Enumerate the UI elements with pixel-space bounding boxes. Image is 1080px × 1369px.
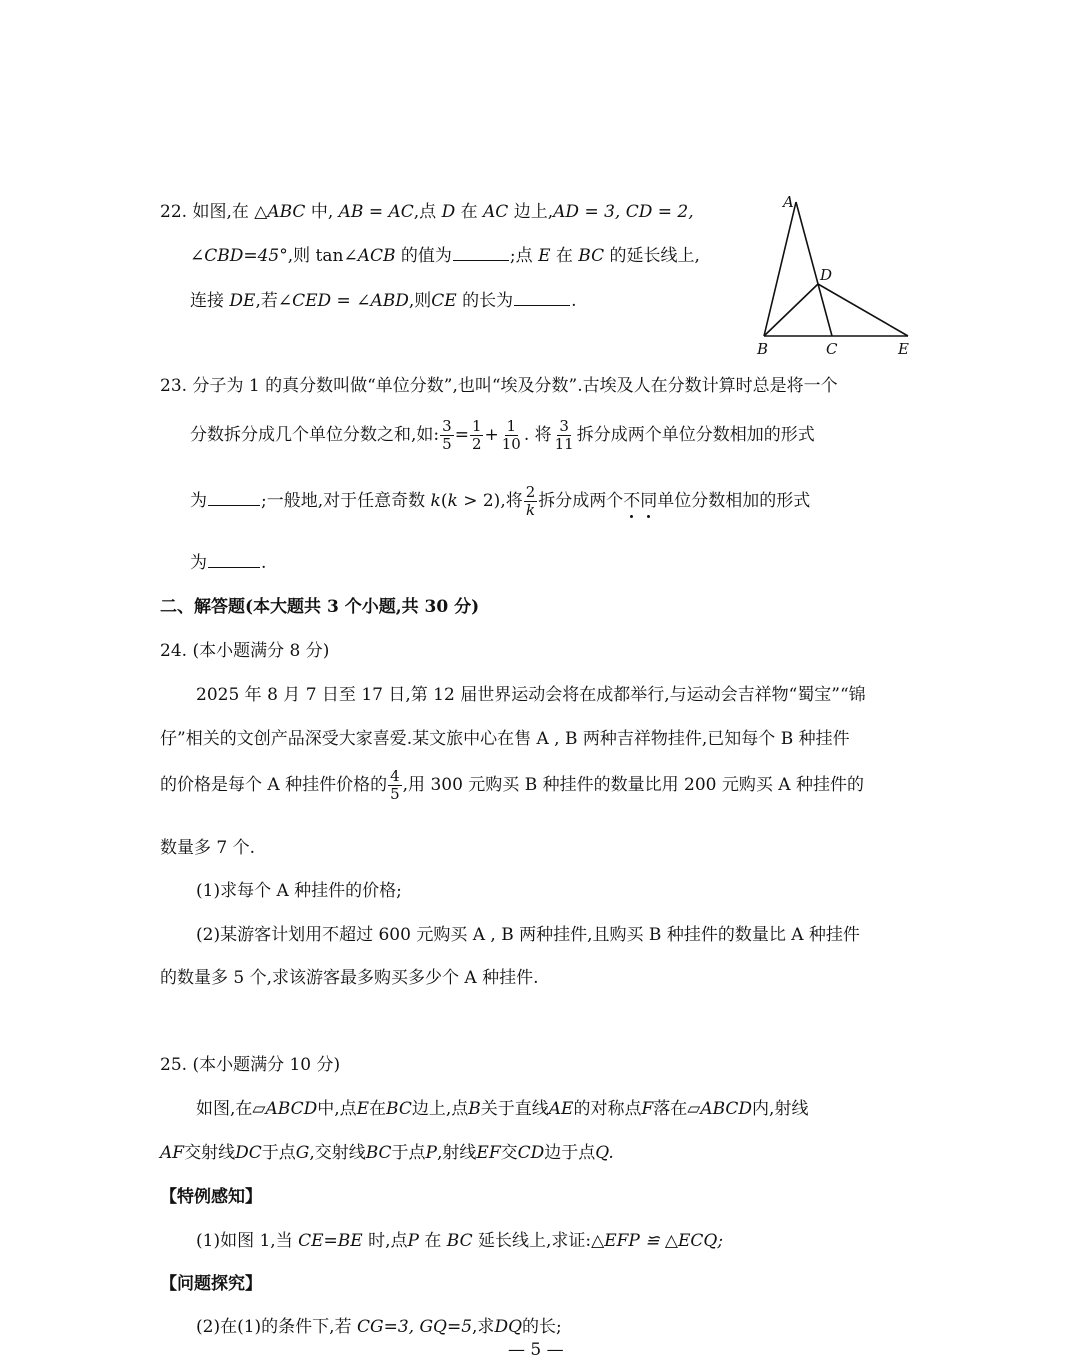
answer-blank <box>208 566 260 568</box>
q25-part1 <box>196 1226 723 1251</box>
fraction <box>470 418 484 453</box>
point-e-label: E <box>898 340 909 358</box>
text: ,射线 <box>437 1143 477 1163</box>
q23-line1 <box>160 371 838 396</box>
text: 为 <box>190 491 207 511</box>
q25-tag-special-case: 【特例感知】 <box>160 1187 262 1207</box>
math: D <box>441 202 456 222</box>
segment-ab <box>764 202 796 336</box>
text: 单位分数相加的形式 <box>657 491 811 511</box>
q25-line1 <box>196 1094 808 1119</box>
text: ;点 <box>509 246 533 266</box>
text: 在 <box>460 202 478 222</box>
q25-line2 <box>160 1138 614 1163</box>
math: CE=BE <box>298 1231 363 1251</box>
fraction <box>500 418 523 453</box>
q22-line1 <box>160 197 694 222</box>
math: P <box>407 1231 419 1251</box>
q24-line4: 数量多 7 个. <box>160 838 256 858</box>
text: ,则 tan <box>287 246 344 266</box>
math: B <box>468 1099 481 1119</box>
math: AE <box>548 1099 574 1119</box>
math: AB = AC <box>338 202 414 222</box>
point-d-label: D <box>820 266 833 284</box>
text: 为 <box>190 553 207 573</box>
fraction <box>524 484 538 519</box>
denominator: 5 <box>390 785 400 803</box>
text: 于点 <box>391 1143 426 1163</box>
answer-blank <box>208 504 260 506</box>
text: 的长为 <box>462 291 514 311</box>
math: k <box>447 491 458 511</box>
text: 在 <box>369 1099 387 1119</box>
text: 边于点 <box>544 1143 596 1163</box>
text: 时,点 <box>368 1231 408 1251</box>
math: E <box>356 1099 370 1119</box>
fraction <box>440 418 454 453</box>
segment-bd <box>764 284 818 336</box>
q22-figure <box>740 190 930 360</box>
text: . <box>261 553 267 573</box>
text: (2)在(1)的条件下,若 <box>196 1317 352 1337</box>
q25-part2 <box>196 1312 562 1337</box>
text: 分子为 1 的真分数叫做“单位分数”,也叫“埃及分数”.古埃及人在分数计算时总是将一个 <box>192 376 838 396</box>
math: AD = 3, CD = 2, <box>553 202 694 222</box>
denominator: 10 <box>501 435 521 453</box>
math: DC <box>235 1143 262 1163</box>
numerator: 3 <box>442 417 452 435</box>
q24-part2-line2: 的数量多 5 个,求该游客最多购买多少个 A 种挂件. <box>160 968 539 988</box>
text: 分数拆分成几个单位分数之和,如: <box>190 425 440 445</box>
denominator: k <box>525 501 536 519</box>
plus: + <box>484 425 499 445</box>
text: 的延长线上, <box>609 246 700 266</box>
text: 内,射线 <box>752 1099 809 1119</box>
numerator: 4 <box>390 767 400 785</box>
text: ,用 300 元购买 B 种挂件的数量比用 200 元购买 A 种挂件的 <box>402 775 864 795</box>
q24-part2-line1: (2)某游客计划用不超过 600 元购买 A , B 两种挂件,且购买 B 种挂件的数量比 A 种挂件 <box>196 925 860 945</box>
text: 的对称点 <box>573 1099 642 1119</box>
math: ▱ABCD <box>252 1099 318 1119</box>
point-a-label: A <box>783 193 794 211</box>
point-c-label: C <box>826 340 838 358</box>
denominator: 2 <box>471 435 482 453</box>
math: DE <box>229 291 256 311</box>
emphasis-char: 不 <box>623 491 641 511</box>
math: E <box>538 246 551 266</box>
q23-line4 <box>190 548 266 573</box>
text: 在 <box>424 1231 442 1251</box>
math: DQ <box>494 1317 523 1337</box>
math: BC <box>446 1231 473 1251</box>
text: ,点 <box>413 202 437 222</box>
segment-de <box>818 284 908 336</box>
math: △ABC <box>254 202 306 222</box>
page-number: — 5 — <box>508 1340 564 1360</box>
fraction <box>388 768 402 803</box>
math: EF <box>476 1143 501 1163</box>
math: Q. <box>595 1143 614 1163</box>
text: 中, <box>310 202 334 222</box>
section-heading: 二、解答题(本大题共 3 个小题,共 30 分) <box>160 597 480 617</box>
q22-line3 <box>190 286 577 311</box>
q24-head: 24. (本小题满分 8 分) <box>160 641 330 661</box>
text: 拆分成两个 <box>538 491 624 511</box>
q22-number: 22. <box>160 202 188 222</box>
q24-line1: 2025 年 8 月 7 日至 17 日,第 12 届世界运动会将在成都举行,与运动会吉祥物“蜀宝”“锦 <box>196 685 866 705</box>
math: AF <box>160 1143 185 1163</box>
text: 的值为 <box>400 246 452 266</box>
q24-part1: (1)求每个 A 种挂件的价格; <box>196 881 402 901</box>
point-b-label: B <box>757 340 769 358</box>
text: ,交射线 <box>309 1143 366 1163</box>
text: 落在 <box>653 1099 688 1119</box>
text: 延长线上,求证: <box>478 1231 592 1251</box>
text: 在 <box>555 246 573 266</box>
numerator: 3 <box>559 417 569 435</box>
math: ∠CBD=45° <box>190 246 288 266</box>
math: BC <box>386 1099 412 1119</box>
math: AC <box>483 202 509 222</box>
numerator: 2 <box>525 483 536 501</box>
text: . <box>571 291 577 311</box>
math: k <box>430 491 441 511</box>
text: 连接 <box>190 291 224 311</box>
math: ▱ABCD <box>687 1099 753 1119</box>
answer-blank <box>453 259 509 261</box>
text: ;一般地,对于任意奇数 <box>261 491 426 511</box>
text: (1)如图 1,当 <box>196 1231 293 1251</box>
numerator: 1 <box>506 417 517 435</box>
math: P <box>425 1143 437 1163</box>
text: > 2),将 <box>457 491 523 511</box>
text: 关于直线 <box>480 1099 549 1119</box>
math: △EFP ≌ △ECQ; <box>591 1231 724 1251</box>
math: CG=3, GQ=5 <box>356 1317 473 1337</box>
denominator: 5 <box>442 435 452 453</box>
text: 的长; <box>522 1317 562 1337</box>
q24-line2: 仔”相关的文创产品深受大家喜爱.某文旅中心在售 A , B 两种吉祥物挂件,已知每个 B 种挂件 <box>160 729 850 749</box>
q23-line3 <box>190 484 810 519</box>
text: 拆分成两个单位分数相加的形式 <box>576 425 815 445</box>
math: BC <box>365 1143 392 1163</box>
text: . 将 <box>523 425 552 445</box>
q23-line2 <box>190 418 815 453</box>
text: ,若 <box>255 291 278 311</box>
fraction <box>553 418 576 453</box>
q24-line3 <box>160 768 864 803</box>
text: 边上, <box>513 202 554 222</box>
numerator: 1 <box>471 417 482 435</box>
math: CE <box>431 291 457 311</box>
math: ∠ACB <box>343 246 396 266</box>
text: 的价格是每个 A 种挂件价格的 <box>160 775 388 795</box>
text: 交 <box>500 1143 518 1163</box>
q25-tag-exploration: 【问题探究】 <box>160 1274 262 1294</box>
math: BC <box>578 246 605 266</box>
q22-line2 <box>190 241 700 266</box>
text: 中,点 <box>317 1099 357 1119</box>
text: ,则 <box>408 291 432 311</box>
text: ( <box>440 491 448 511</box>
math: G <box>295 1143 310 1163</box>
math: ∠CED = ∠ABD <box>277 291 409 311</box>
math: CD <box>517 1143 545 1163</box>
equals: = <box>454 425 469 445</box>
answer-blank <box>514 304 570 306</box>
text: 交射线 <box>184 1143 236 1163</box>
text: 于点 <box>261 1143 296 1163</box>
text: 如图,在 <box>196 1099 253 1119</box>
q23-number: 23. <box>160 376 188 396</box>
text: 如图,在 <box>192 202 249 222</box>
denominator: 11 <box>554 435 574 453</box>
text: 边上,点 <box>411 1099 469 1119</box>
q25-head: 25. (本小题满分 10 分) <box>160 1055 341 1075</box>
math: F <box>641 1099 654 1119</box>
text: ,求 <box>472 1317 495 1337</box>
emphasis-char: 同 <box>640 491 658 511</box>
